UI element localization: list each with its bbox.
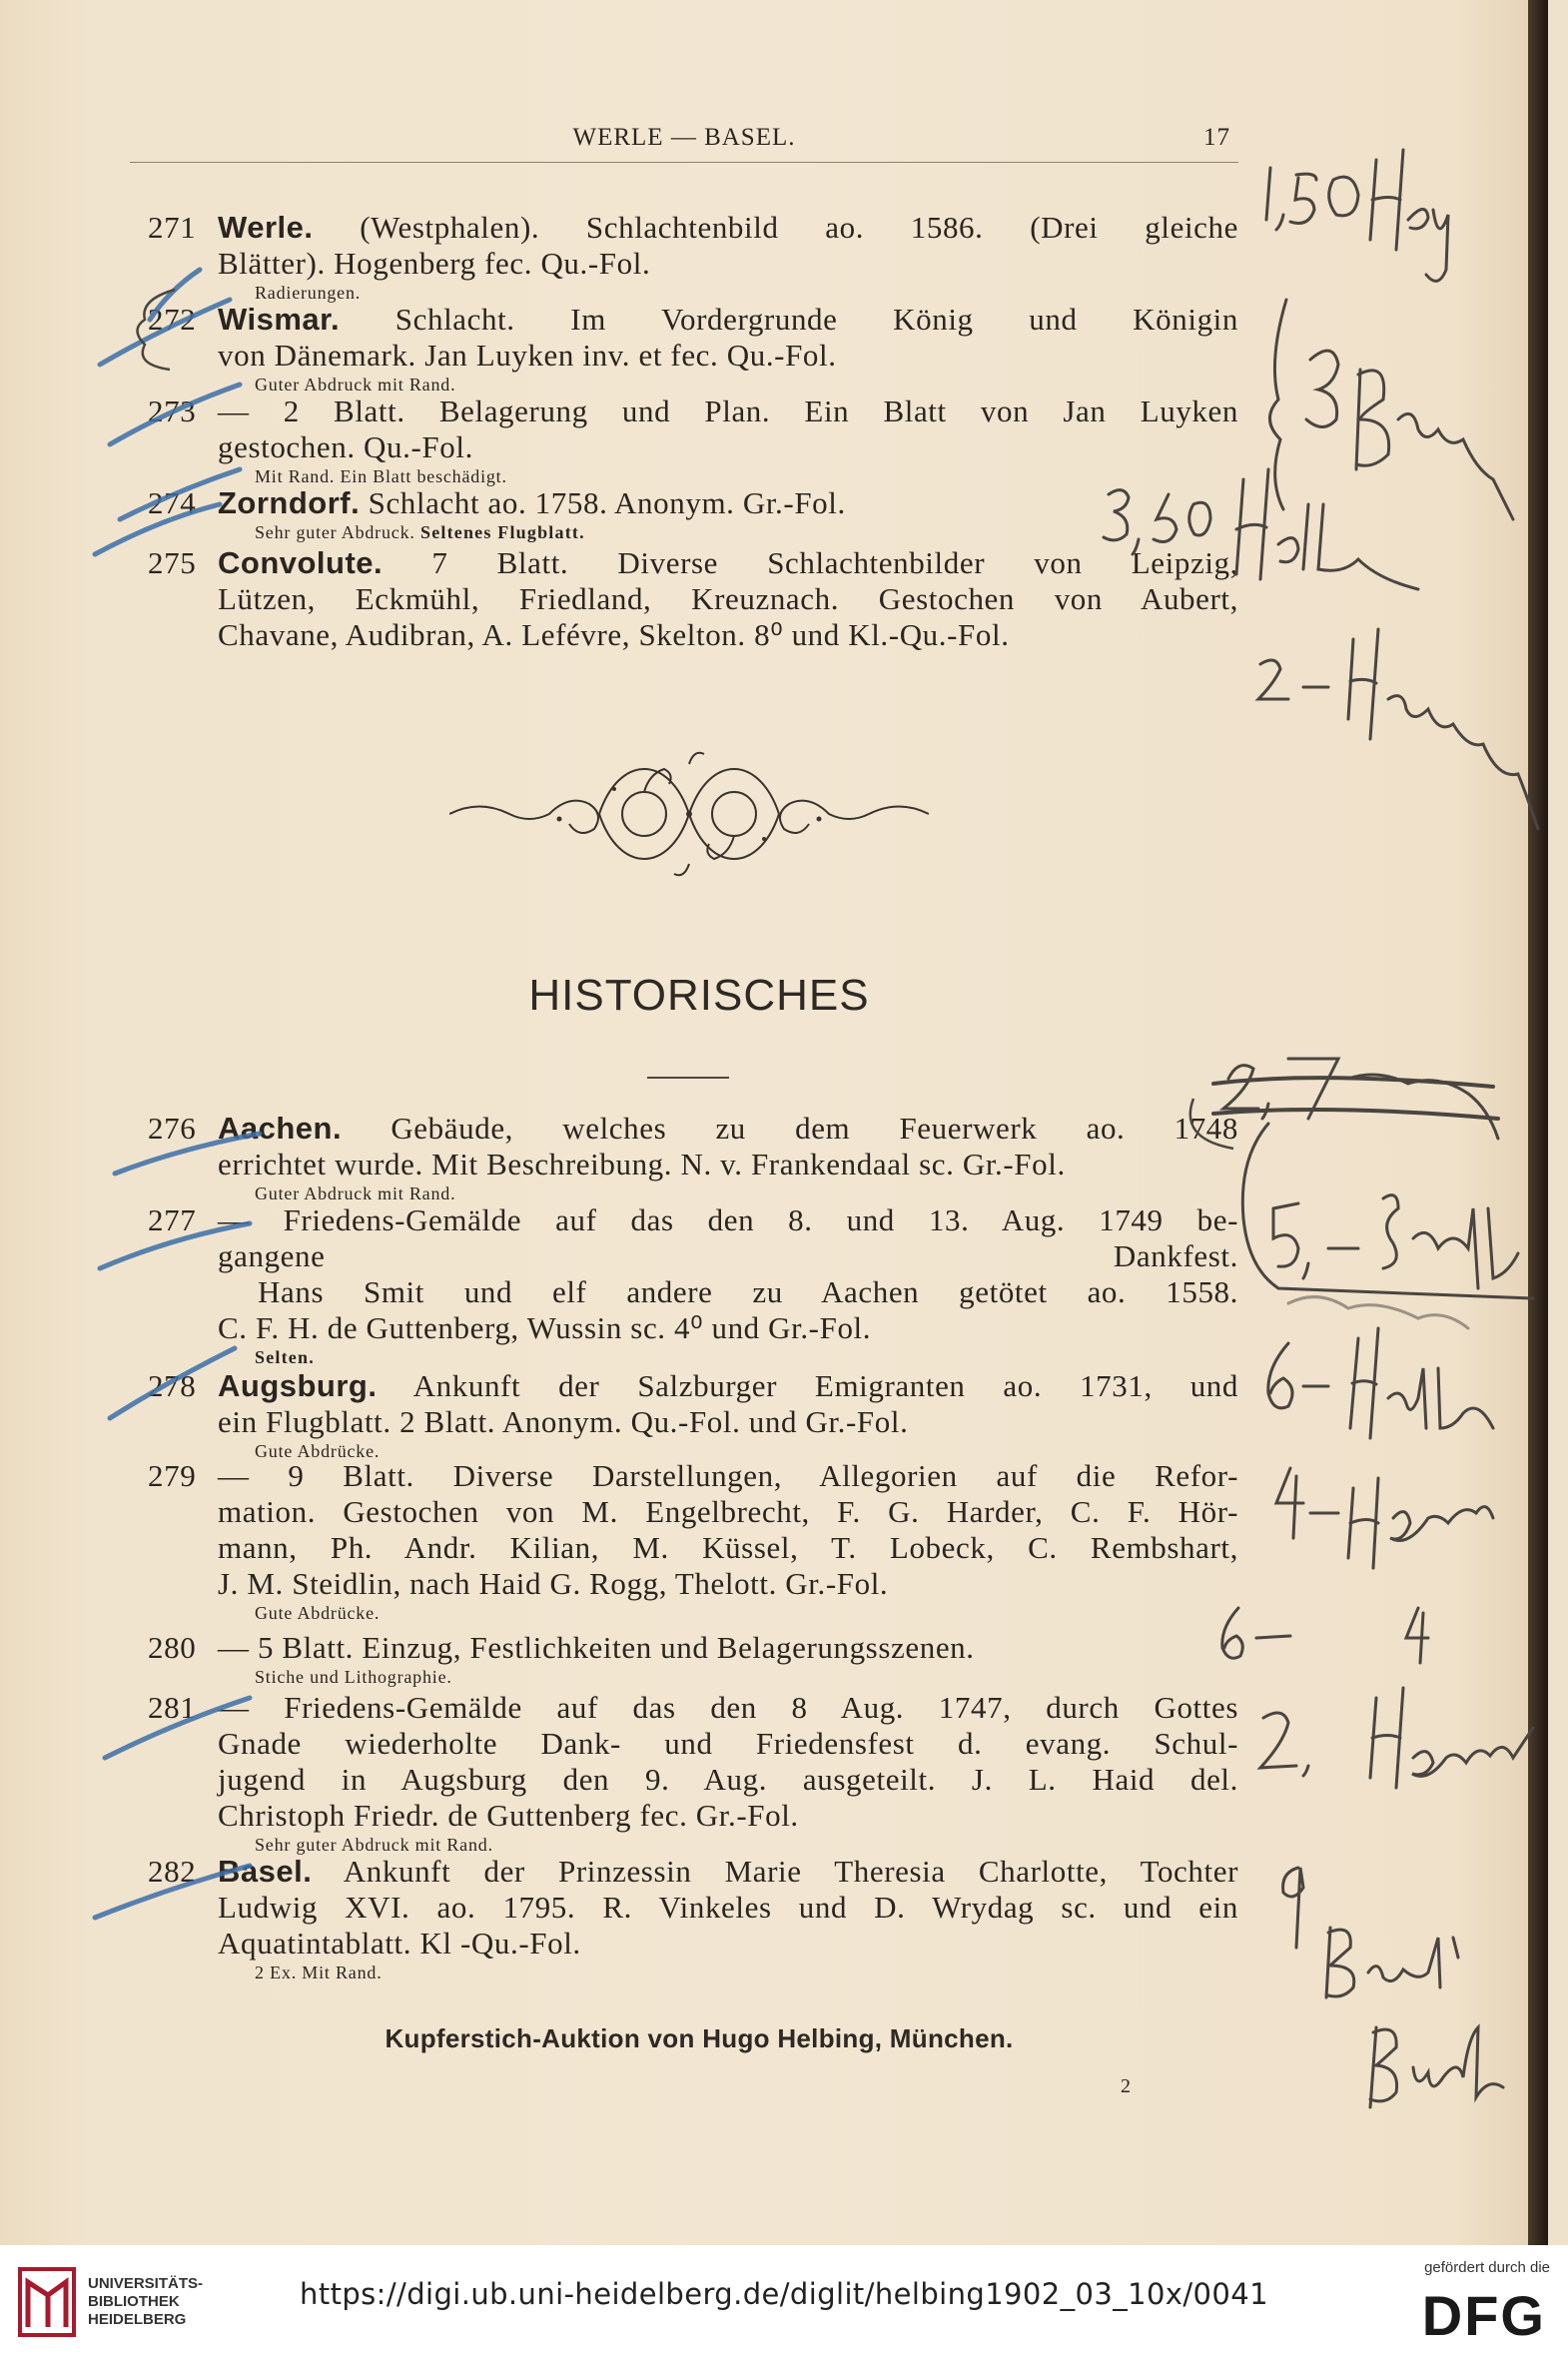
entry-line bbox=[130, 1494, 1238, 1530]
entry-text bbox=[130, 338, 1238, 374]
decorative-flourish bbox=[449, 744, 929, 884]
entry-keyword: Convolute. bbox=[218, 545, 384, 580]
lot-number: 281 bbox=[148, 1690, 197, 1725]
entry-line bbox=[130, 246, 1238, 282]
entry-line bbox=[130, 429, 1238, 465]
condition-note-text: Mit Rand. Ein Blatt beschädigt. bbox=[255, 466, 507, 486]
condition-note-text: Sehr guter Abdruck mit Rand. bbox=[255, 1835, 493, 1855]
entry-description: Schlacht. Im Vordergrunde König und Königin bbox=[394, 302, 1238, 337]
entry-text bbox=[130, 1854, 1238, 1890]
condition-note bbox=[130, 1346, 1238, 1368]
entry-line bbox=[130, 485, 1238, 521]
entry-description: Blätter). Hogenberg fec. Qu.-Fol. bbox=[218, 246, 651, 281]
entry-description: Ankunft der Salzburger Emigranten ao. 1731, und bbox=[412, 1368, 1239, 1403]
entry-line bbox=[130, 617, 1238, 653]
catalogue-entry bbox=[130, 1202, 1238, 1368]
entry-keyword: Zorndorf. bbox=[218, 485, 361, 520]
entry-line bbox=[130, 545, 1238, 581]
entry-line bbox=[130, 1726, 1238, 1762]
entry-description: — Friedens-Gemälde auf das den 8. und 13. Aug. 1749 be- bbox=[218, 1202, 1238, 1237]
lot-number: 279 bbox=[148, 1458, 197, 1493]
entry-line bbox=[130, 1798, 1238, 1834]
lot-number: 278 bbox=[148, 1368, 197, 1403]
entry-description: Ankunft der Prinzessin Marie Theresia Charlotte, Tochter bbox=[343, 1854, 1239, 1889]
entry-line bbox=[130, 1238, 1238, 1274]
entry-description: Hans Smit und elf andere zu Aachen getötet ao. 1558. bbox=[258, 1274, 1238, 1309]
entry-line bbox=[130, 1854, 1238, 1890]
catalogue-entry bbox=[130, 1854, 1238, 1983]
entry-text bbox=[130, 1238, 1238, 1274]
entry-keyword: Wismar. bbox=[218, 302, 341, 337]
entry-text bbox=[130, 1926, 1238, 1962]
entry-description: jugend in Augsburg den 9. Aug. ausgeteilt. J. L. Haid del. bbox=[218, 1762, 1238, 1797]
lot-number: 271 bbox=[148, 210, 197, 245]
entry-text bbox=[130, 1147, 1238, 1182]
catalogue-entry bbox=[130, 1458, 1238, 1624]
condition-note-text: Guter Abdruck mit Rand. bbox=[255, 1183, 456, 1203]
entry-text bbox=[130, 1310, 1238, 1346]
entry-line bbox=[130, 581, 1238, 617]
city-line: HEIDELBERG bbox=[88, 2311, 187, 2328]
catalogue-entry bbox=[130, 393, 1238, 487]
entry-description: mann, Ph. Andr. Kilian, M. Küssel, T. Lobeck, C. Rembshart, bbox=[218, 1530, 1238, 1565]
catalogue-entry bbox=[130, 545, 1238, 653]
entry-line bbox=[130, 1404, 1238, 1440]
catalogue-entry bbox=[130, 302, 1238, 395]
entry-line bbox=[130, 1274, 1238, 1310]
entry-line bbox=[130, 302, 1238, 338]
condition-note-text: Sehr guter Abdruck. bbox=[255, 522, 415, 542]
condition-note bbox=[130, 1666, 1238, 1688]
condition-note-text: Radierungen. bbox=[255, 283, 362, 303]
lot-number: 273 bbox=[148, 393, 197, 428]
condition-note-text: Guter Abdruck mit Rand. bbox=[255, 375, 456, 394]
entry-text bbox=[130, 1274, 1238, 1310]
page-number: 17 bbox=[1203, 124, 1230, 151]
condition-note-emphasis: Seltenes Flugblatt. bbox=[419, 522, 585, 542]
catalogue-entry bbox=[130, 485, 1238, 543]
lot-number: 280 bbox=[148, 1630, 197, 1665]
catalogue-entry bbox=[130, 1111, 1238, 1204]
entry-text bbox=[130, 1111, 1238, 1147]
entry-text bbox=[130, 1494, 1238, 1530]
entry-keyword: Augsburg. bbox=[218, 1368, 378, 1403]
entry-line bbox=[130, 1111, 1238, 1147]
entry-description: ein Flugblatt. 2 Blatt. Anonym. Qu.-Fol. und Gr.-Fol. bbox=[218, 1404, 909, 1439]
entry-description: gestochen. Qu.-Fol. bbox=[218, 429, 473, 464]
signature-mark: 2 bbox=[1121, 2075, 1131, 2097]
catalogue-entry bbox=[130, 1630, 1238, 1688]
viewer-footer-bar bbox=[0, 2245, 1568, 2359]
entry-line bbox=[130, 1530, 1238, 1566]
entry-text bbox=[130, 617, 1238, 653]
entry-line bbox=[130, 393, 1238, 429]
entry-description: gangene Dankfest. bbox=[218, 1238, 1238, 1273]
entry-text bbox=[130, 1690, 1238, 1726]
entry-description: 7 Blatt. Diverse Schlachtenbilder von Leipzig, bbox=[431, 545, 1238, 580]
running-head-title: WERLE — BASEL. bbox=[572, 124, 796, 151]
condition-note bbox=[130, 465, 1238, 487]
entry-description: errichtet wurde. Mit Beschreibung. N. v. Frankendaal sc. Gr.-Fol. bbox=[218, 1147, 1066, 1181]
entry-keyword: Aachen. bbox=[218, 1111, 343, 1146]
condition-note bbox=[130, 1602, 1238, 1624]
entry-description: Gebäude, welches zu dem Feuerwerk ao. 1748 bbox=[391, 1111, 1238, 1146]
entry-line bbox=[130, 1630, 1238, 1666]
entry-line bbox=[130, 1147, 1238, 1182]
section-title: HISTORISCHES bbox=[528, 971, 870, 1020]
entry-description: — 9 Blatt. Diverse Darstellungen, Allegorien auf die Refor- bbox=[218, 1458, 1238, 1493]
entry-description: — 2 Blatt. Belagerung und Plan. Ein Blatt von Jan Luyken bbox=[218, 393, 1238, 428]
entry-text bbox=[130, 1458, 1238, 1494]
catalogue-entry bbox=[130, 1368, 1238, 1462]
entry-text bbox=[130, 1202, 1238, 1238]
university-line: UNIVERSITÄTS- bbox=[88, 2275, 204, 2292]
entry-description: Gnade wiederholte Dank- und Friedensfest d. evang. Schul- bbox=[218, 1726, 1238, 1761]
entry-description: C. F. H. de Guttenberg, Wussin sc. 4⁰ und Gr.-Fol. bbox=[218, 1310, 872, 1345]
entry-description: Ludwig XVI. ao. 1795. R. Vinkeles und D. Wrydag sc. und ein bbox=[218, 1890, 1238, 1925]
dfg-logo: DFG bbox=[1421, 2284, 1546, 2347]
entry-text bbox=[130, 1566, 1238, 1602]
entry-keyword: Basel. bbox=[218, 1854, 313, 1889]
entry-text bbox=[130, 1404, 1238, 1440]
condition-note-emphasis: Selten. bbox=[255, 1347, 315, 1367]
entry-description: Aquatintablatt. Kl -Qu.-Fol. bbox=[218, 1926, 581, 1961]
entry-text bbox=[130, 1530, 1238, 1566]
lot-number: 275 bbox=[148, 545, 197, 580]
catalogue-entry bbox=[130, 210, 1238, 304]
section-rule bbox=[647, 1077, 729, 1079]
lot-number: 276 bbox=[148, 1111, 197, 1146]
entry-description: von Dänemark. Jan Luyken inv. et fec. Qu.-Fol. bbox=[218, 338, 837, 373]
lot-number: 272 bbox=[148, 302, 197, 337]
entry-text bbox=[130, 1368, 1238, 1404]
entry-line bbox=[130, 1890, 1238, 1926]
entry-line bbox=[130, 1762, 1238, 1798]
entry-text bbox=[130, 210, 1238, 246]
entry-text bbox=[130, 581, 1238, 617]
permalink-url[interactable]: https://digi.ub.uni-heidelberg.de/diglit/helbing1902_03_10x/0041 bbox=[300, 2277, 1268, 2311]
entry-description: J. M. Steidlin, nach Haid G. Rogg, Thelott. Gr.-Fol. bbox=[218, 1566, 889, 1601]
entry-text bbox=[130, 1890, 1238, 1926]
entry-line bbox=[130, 1458, 1238, 1494]
entry-text bbox=[130, 393, 1238, 429]
entry-line bbox=[130, 1926, 1238, 1962]
catalogue-entry bbox=[130, 1690, 1238, 1856]
entry-description: Christoph Friedr. de Guttenberg fec. Gr.-Fol. bbox=[218, 1798, 799, 1833]
entry-description: mation. Gestochen von M. Engelbrecht, F. G. Harder, C. F. Hör- bbox=[218, 1494, 1238, 1529]
entry-description: Lützen, Eckmühl, Friedland, Kreuznach. Gestochen von Aubert, bbox=[218, 581, 1238, 616]
entry-text bbox=[130, 429, 1238, 465]
lot-number: 274 bbox=[148, 485, 197, 520]
entry-text bbox=[130, 1762, 1238, 1798]
entry-text bbox=[130, 1630, 1238, 1666]
running-head bbox=[130, 122, 1238, 163]
condition-note bbox=[130, 521, 1238, 543]
entry-text bbox=[130, 246, 1238, 282]
entry-description: (Westphalen). Schlachtenbild ao. 1586. (Drei gleiche bbox=[360, 210, 1238, 245]
entry-description: Chavane, Audibran, A. Lefévre, Skelton. 8⁰ und Kl.-Qu.-Fol. bbox=[218, 617, 1010, 652]
entry-text bbox=[130, 1726, 1238, 1762]
entry-line bbox=[130, 1690, 1238, 1726]
entry-text bbox=[130, 545, 1238, 581]
condition-note bbox=[130, 282, 1238, 304]
condition-note bbox=[130, 1962, 1238, 1983]
condition-note bbox=[130, 1834, 1238, 1856]
entry-line bbox=[130, 210, 1238, 246]
funder-label: gefördert durch die bbox=[1424, 2259, 1550, 2276]
entry-text bbox=[130, 302, 1238, 338]
entry-line bbox=[130, 1368, 1238, 1404]
condition-note-text: Gute Abdrücke. bbox=[255, 1441, 381, 1461]
entry-line bbox=[130, 338, 1238, 374]
condition-note-text: Gute Abdrücke. bbox=[255, 1603, 381, 1623]
entry-text bbox=[130, 485, 1238, 521]
entry-description: — 5 Blatt. Einzug, Festlichkeiten und Belagerungsszenen. bbox=[218, 1630, 975, 1665]
entry-line bbox=[130, 1202, 1238, 1238]
condition-note-text: 2 Ex. Mit Rand. bbox=[255, 1963, 383, 1982]
lot-number: 282 bbox=[148, 1854, 197, 1889]
entry-description: Schlacht ao. 1758. Anonym. Gr.-Fol. bbox=[368, 485, 846, 520]
condition-note bbox=[130, 374, 1238, 395]
footer-note: Kupferstich-Auktion von Hugo Helbing, München. bbox=[385, 2023, 1014, 2053]
entry-text bbox=[130, 1798, 1238, 1834]
condition-note-text: Stiche und Lithographie. bbox=[255, 1667, 452, 1687]
entry-line bbox=[130, 1310, 1238, 1346]
lot-number: 277 bbox=[148, 1202, 197, 1237]
book-spine bbox=[1528, 0, 1548, 2245]
library-line: BIBLIOTHEK bbox=[88, 2293, 180, 2310]
entry-description: — Friedens-Gemälde auf das den 8 Aug. 1747, durch Gottes bbox=[218, 1690, 1238, 1725]
entry-line bbox=[130, 1566, 1238, 1602]
condition-note bbox=[130, 1182, 1238, 1204]
entry-keyword: Werle. bbox=[218, 210, 314, 245]
